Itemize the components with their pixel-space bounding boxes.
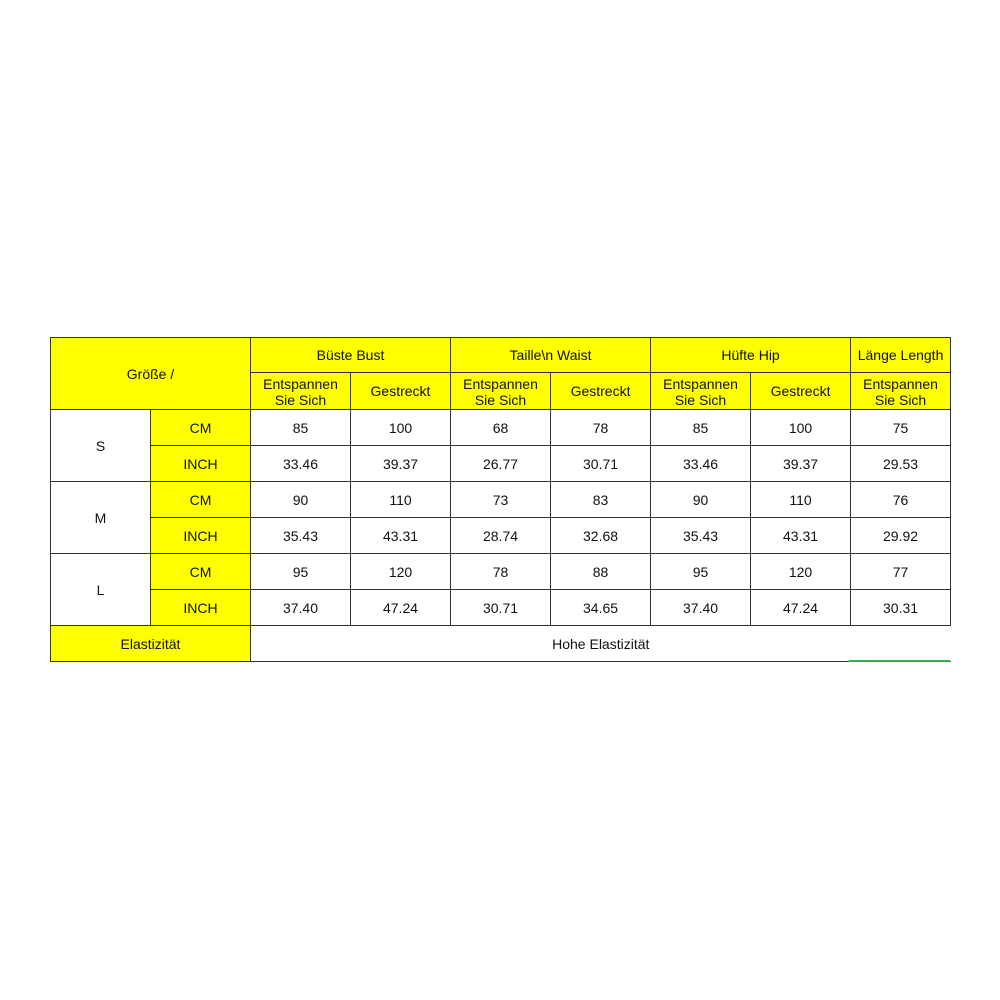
value-cell: 43.31 (751, 518, 851, 554)
value-cell: 88 (551, 554, 651, 590)
table-row (51, 554, 951, 590)
subheader-waist-relaxed (451, 373, 551, 410)
value-cell: 90 (251, 482, 351, 518)
subheader-line: Sie Sich (674, 392, 727, 408)
subheader-line: Entspannen (863, 376, 938, 392)
table-row (51, 410, 951, 446)
header-row-groups (51, 338, 951, 373)
subheader-line: Entspannen (463, 376, 538, 392)
subheader-length-relaxed (851, 373, 951, 410)
subheader-line: Entspannen (663, 376, 738, 392)
value-cell: 100 (351, 410, 451, 446)
unit-cell: CM (151, 554, 251, 590)
group-header-waist: Taille\n Waist (451, 338, 651, 373)
value-cell: 30.71 (551, 446, 651, 482)
size-corner-header: Größe / (51, 338, 251, 410)
value-cell: 28.74 (451, 518, 551, 554)
value-cell: 34.65 (551, 590, 651, 626)
group-header-bust: Büste Bust (251, 338, 451, 373)
value-cell: 39.37 (751, 446, 851, 482)
table-row (51, 590, 951, 626)
value-cell: 26.77 (451, 446, 551, 482)
value-cell: 120 (751, 554, 851, 590)
value-cell: 47.24 (351, 590, 451, 626)
value-cell: 110 (751, 482, 851, 518)
size-label-l: L (51, 554, 151, 626)
size-label-s: S (51, 410, 151, 482)
value-cell: 90 (651, 482, 751, 518)
value-cell: 39.37 (351, 446, 451, 482)
value-cell: 29.92 (851, 518, 951, 554)
value-cell: 32.68 (551, 518, 651, 554)
unit-cell: INCH (151, 518, 251, 554)
value-cell: 77 (851, 554, 951, 590)
subheader-bust-stretched: Gestreckt (351, 373, 451, 410)
value-cell: 33.46 (251, 446, 351, 482)
elasticity-label: Elastizität (51, 626, 251, 662)
unit-cell: CM (151, 410, 251, 446)
value-cell: 78 (551, 410, 651, 446)
subheader-waist-stretched: Gestreckt (551, 373, 651, 410)
value-cell: 95 (251, 554, 351, 590)
value-cell: 76 (851, 482, 951, 518)
accent-underline (849, 660, 950, 662)
unit-cell: INCH (151, 446, 251, 482)
value-cell: 120 (351, 554, 451, 590)
value-cell: 85 (251, 410, 351, 446)
value-cell: 73 (451, 482, 551, 518)
unit-cell: INCH (151, 590, 251, 626)
table-row (51, 518, 951, 554)
table-row (51, 446, 951, 482)
group-header-length: Länge Length (851, 338, 951, 373)
subheader-line: Sie Sich (274, 392, 327, 408)
value-cell: 85 (651, 410, 751, 446)
value-cell: 35.43 (251, 518, 351, 554)
value-cell: 43.31 (351, 518, 451, 554)
value-cell: 83 (551, 482, 651, 518)
value-cell: 47.24 (751, 590, 851, 626)
subheader-line: Sie Sich (474, 392, 527, 408)
subheader-line: Entspannen (263, 376, 338, 392)
value-cell: 30.71 (451, 590, 551, 626)
value-cell: 37.40 (251, 590, 351, 626)
size-label-m: M (51, 482, 151, 554)
subheader-hip-relaxed (651, 373, 751, 410)
value-cell: 29.53 (851, 446, 951, 482)
subheader-hip-stretched: Gestreckt (751, 373, 851, 410)
subheader-line: Sie Sich (874, 392, 927, 408)
unit-cell: CM (151, 482, 251, 518)
value-cell: 75 (851, 410, 951, 446)
value-cell: 30.31 (851, 590, 951, 626)
size-chart-table (50, 337, 951, 662)
value-cell: 95 (651, 554, 751, 590)
value-cell: 68 (451, 410, 551, 446)
value-cell: 35.43 (651, 518, 751, 554)
subheader-bust-relaxed (251, 373, 351, 410)
elasticity-value: Hohe Elastizität (251, 626, 951, 662)
value-cell: 37.40 (651, 590, 751, 626)
group-header-hip: Hüfte Hip (651, 338, 851, 373)
elasticity-row (51, 626, 951, 662)
value-cell: 100 (751, 410, 851, 446)
value-cell: 110 (351, 482, 451, 518)
value-cell: 33.46 (651, 446, 751, 482)
value-cell: 78 (451, 554, 551, 590)
table-row (51, 482, 951, 518)
